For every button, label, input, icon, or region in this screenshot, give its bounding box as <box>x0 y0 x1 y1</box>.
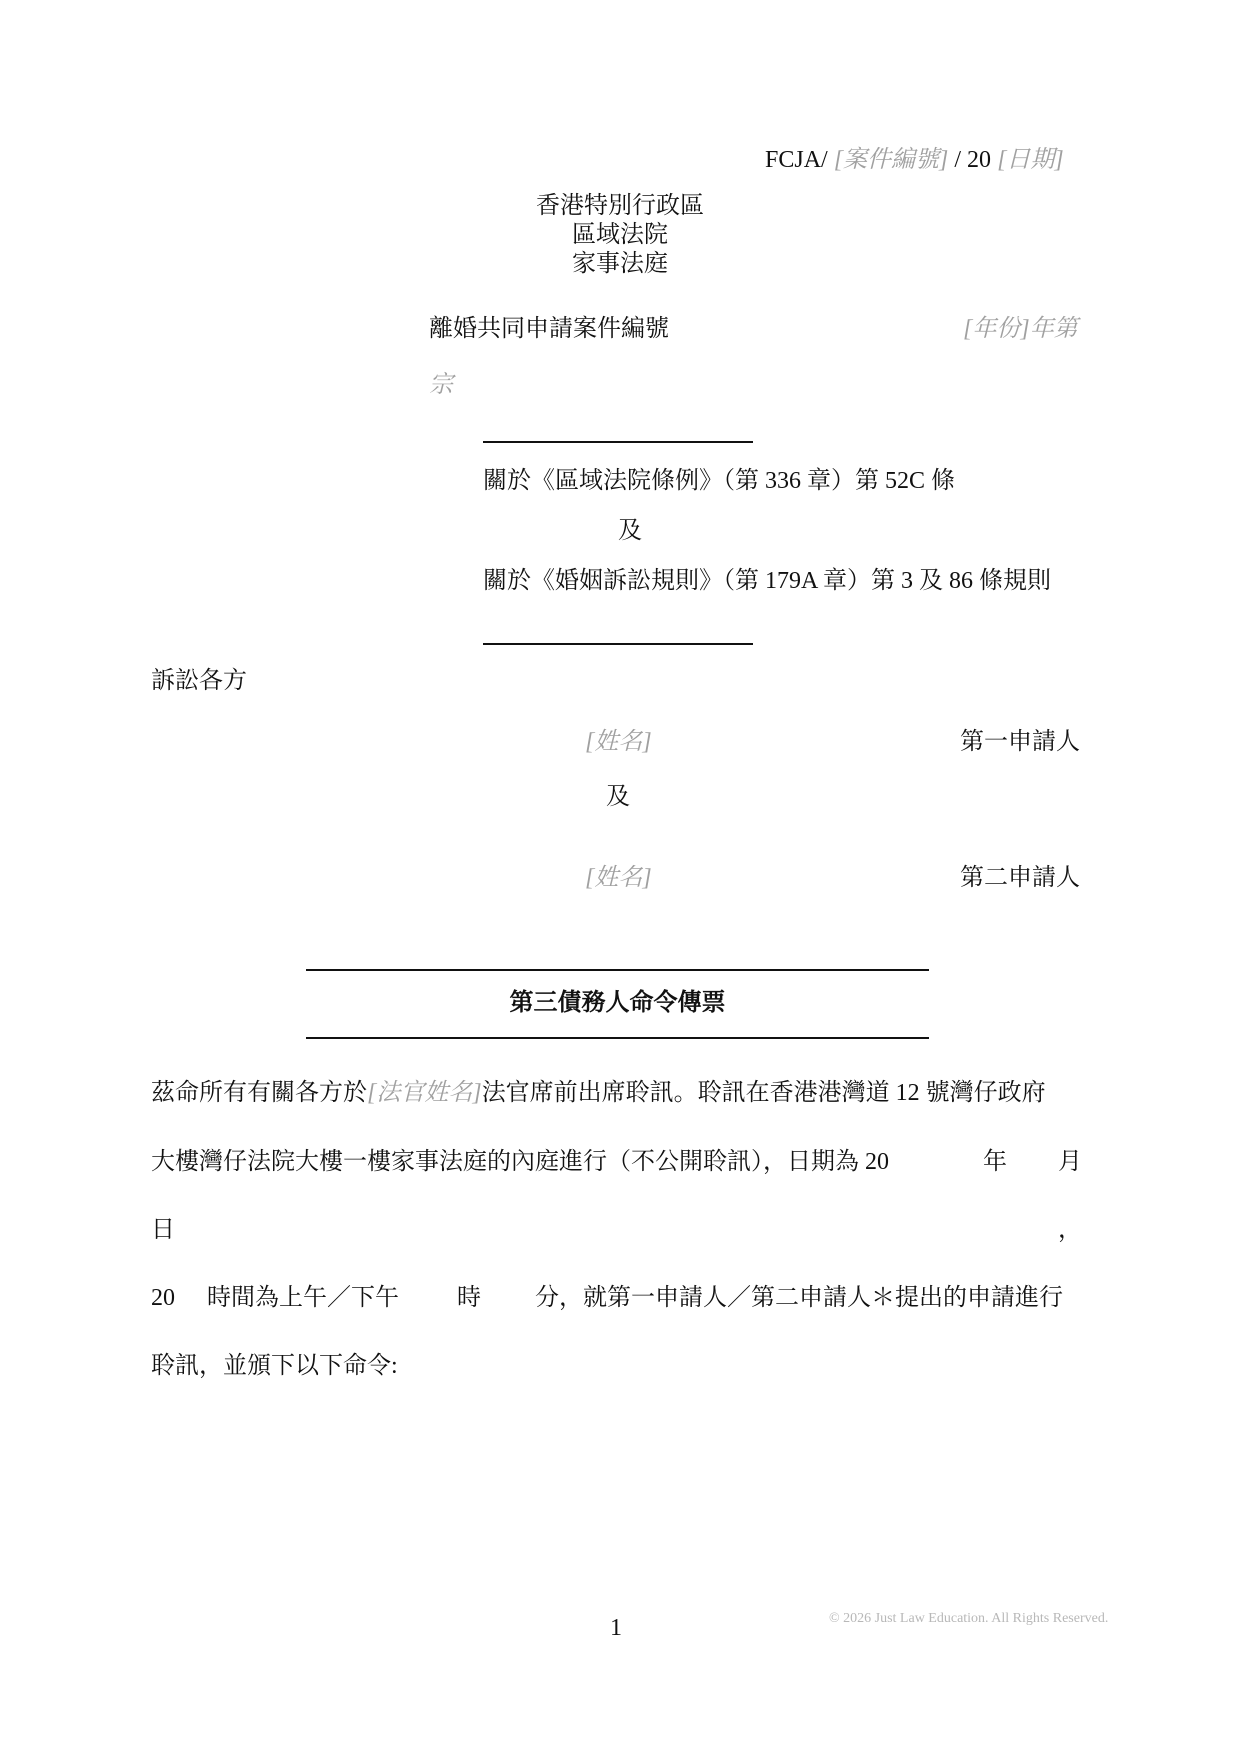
statute-conjunction: 及 <box>618 518 642 544</box>
body-day-label: 日 <box>151 1217 175 1243</box>
body-time-label: 時間為上午／下午 <box>207 1285 399 1311</box>
year-prefix: / 20 <box>948 147 992 173</box>
court-line-2: 區域法院 <box>572 222 668 248</box>
year-placeholder: [年份] <box>963 316 1030 342</box>
body-comma: ， <box>1058 1217 1082 1243</box>
body-text: 法官席前出席聆訊。聆訊在香港港灣道 12 號灣仔政府 <box>481 1080 1046 1106</box>
case-number-placeholder: [案件編號] <box>833 147 949 173</box>
court-line-1: 香港特別行政區 <box>536 193 704 219</box>
case-prefix: FCJA/ <box>765 147 828 173</box>
page-number: 1 <box>610 1615 622 1641</box>
second-applicant-role: 第二申請人 <box>960 865 1080 891</box>
parties-heading: 訴訟各方 <box>151 668 247 694</box>
body-line-5: 聆訊，並頒下以下命令: <box>151 1353 398 1379</box>
case-number-label: 離婚共同申請案件編號 <box>429 316 669 342</box>
statute-line-1: 關於《區域法院條例》（第 336 章）第 52C 條 <box>483 468 956 494</box>
first-applicant-name-placeholder: [姓名] <box>585 729 652 755</box>
court-name-block <box>480 192 760 279</box>
document-title: 第三債務人命令傳票 <box>509 990 726 1016</box>
body-text: 茲命所有有關各方於 <box>151 1080 367 1106</box>
copyright-notice: © 2026 Just Law Education. All Rights Reserved. <box>829 1611 1109 1626</box>
title-top-rule <box>306 969 929 971</box>
case-number-year <box>963 314 1078 344</box>
case-number-suffix: 宗 <box>429 372 453 398</box>
divider-line <box>483 441 753 443</box>
body-line-1 <box>151 1078 1046 1108</box>
date-placeholder: [日期] <box>997 147 1064 173</box>
year-suffix: 年第 <box>1029 316 1078 342</box>
body-month-label: 月 <box>1058 1149 1082 1175</box>
first-applicant-role: 第一申請人 <box>960 729 1080 755</box>
parties-conjunction: 及 <box>606 784 630 810</box>
second-applicant-name-placeholder: [姓名] <box>585 865 652 891</box>
statute-line-2: 關於《婚姻訴訟規則》（第 179A 章）第 3 及 86 條規則 <box>483 568 1052 594</box>
case-reference <box>765 145 1064 175</box>
body-line-4-year: 20 <box>151 1285 175 1311</box>
judge-name-placeholder: [法官姓名] <box>367 1080 482 1106</box>
title-bottom-rule <box>306 1037 929 1039</box>
body-year-label: 年 <box>983 1149 1007 1175</box>
court-line-3: 家事法庭 <box>572 251 668 277</box>
body-line-2: 大樓灣仔法院大樓一樓家事法庭的內庭進行（不公開聆訊），日期為 20 <box>151 1149 889 1175</box>
body-line-4-rest: 分，就第一申請人／第二申請人＊提出的申請進行 <box>535 1285 1063 1311</box>
divider-line <box>483 643 753 645</box>
body-hour-label: 時 <box>457 1285 481 1311</box>
